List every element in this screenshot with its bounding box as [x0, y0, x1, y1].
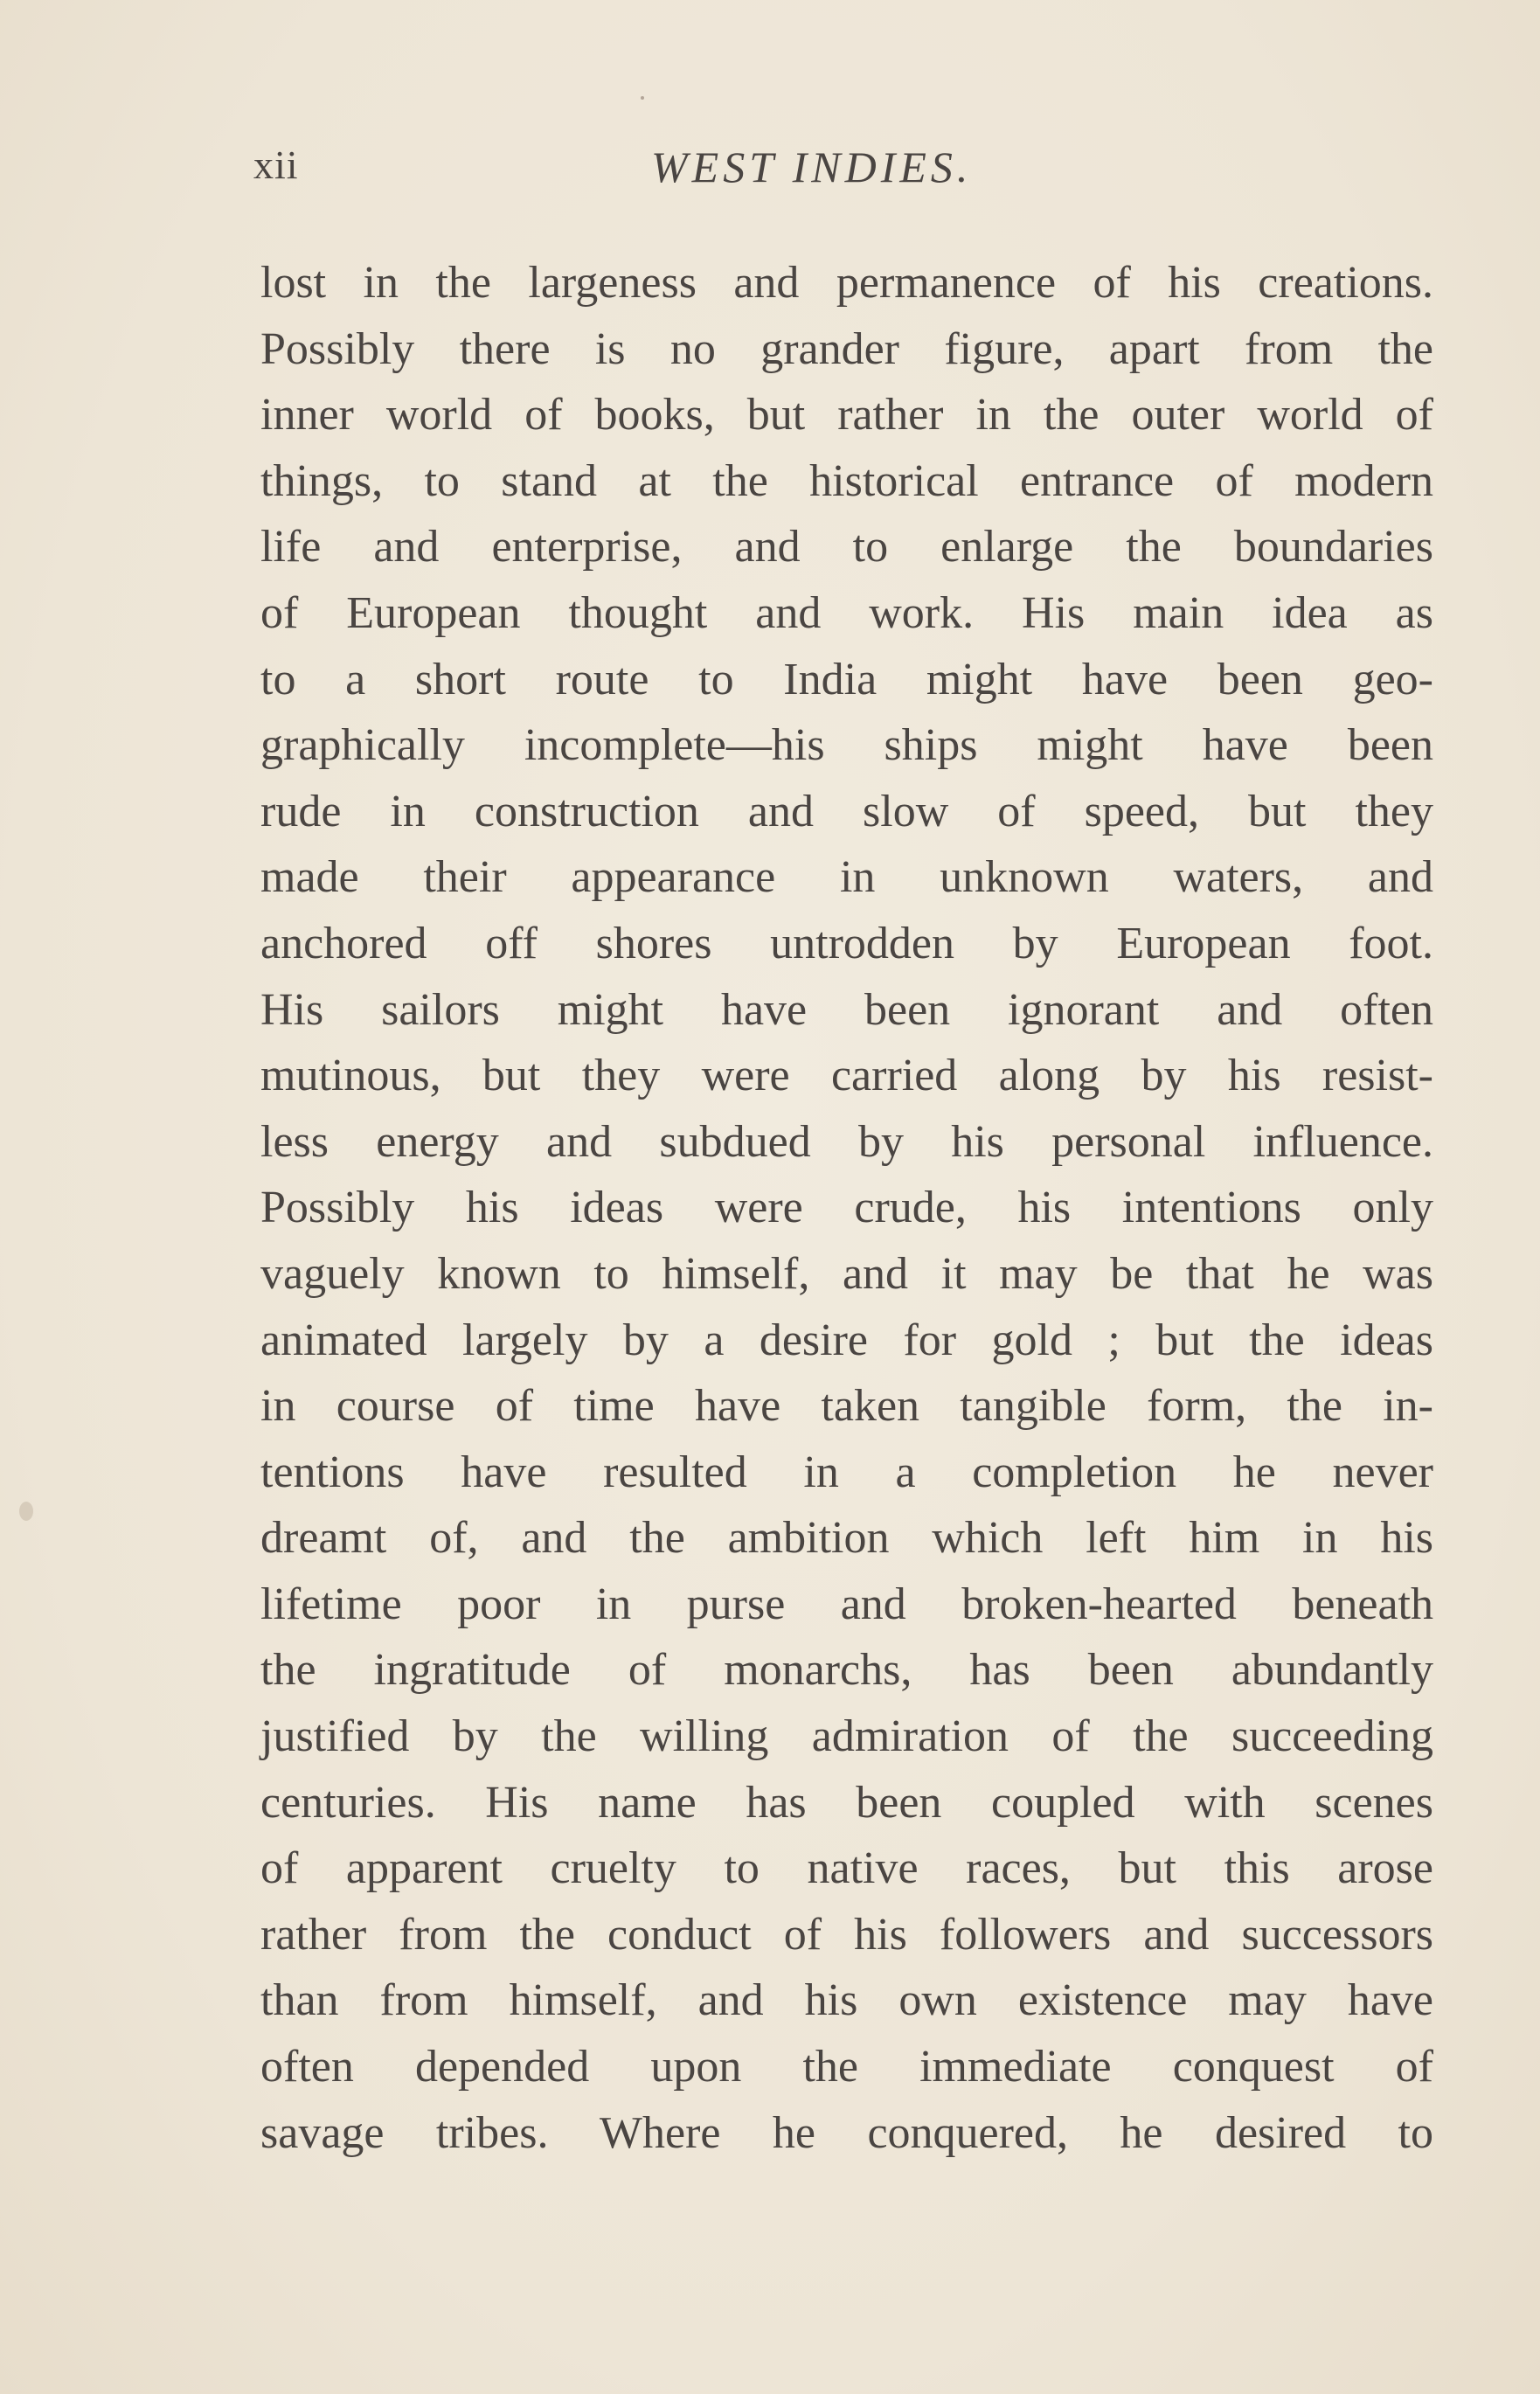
text-line: to a short route to India might have been geo-: [260, 654, 1433, 704]
text-line: Possibly his ideas were crude, his intentions only: [260, 1183, 1433, 1233]
text-line: animated largely by a desire for gold ; but the ideas: [260, 1315, 1433, 1365]
text-line: Possibly there is no grander figure, apart from the: [260, 323, 1433, 374]
text-line: rude in construction and slow of speed, but they: [260, 786, 1433, 836]
text-line: dreamt of, and the ambition which left him in his: [260, 1513, 1433, 1564]
text-line: vaguely known to himself, and it may be that he was: [260, 1248, 1433, 1299]
text-line: in course of time have taken tangible form, the in-: [260, 1381, 1433, 1432]
text-line: mutinous, but they were carried along by his resist-: [260, 1051, 1433, 1101]
text-line: often depended upon the immediate conquest of: [260, 2042, 1433, 2092]
running-head: WEST INDIES.: [651, 142, 973, 191]
page-header: [253, 142, 1433, 203]
page-number: xii: [253, 142, 299, 187]
ink-speck: [641, 96, 644, 100]
text-line: things, to stand at the historical entrance of modern: [260, 455, 1433, 506]
text-line: centuries. His name has been coupled with scenes: [260, 1777, 1433, 1828]
text-line: lost in the largeness and permanence of his creations.: [260, 258, 1433, 308]
text-line: lifetime poor in purse and broken-hearted beneath: [260, 1579, 1433, 1629]
text-line: of European thought and work. His main idea as: [260, 587, 1433, 638]
text-line: the ingratitude of monarchs, has been abundantly: [260, 1645, 1433, 1696]
text-line: tentions have resulted in a completion he never: [260, 1447, 1433, 1497]
text-line: savage tribes. Where he conquered, he desired to: [260, 2107, 1433, 2158]
text-line: rather from the conduct of his followers and successors: [260, 1909, 1433, 1960]
text-line: anchored off shores untrodden by European foot.: [260, 918, 1433, 968]
text-line: than from himself, and his own existence may have: [260, 1975, 1433, 2026]
text-line: of apparent cruelty to native races, but this arose: [260, 1843, 1433, 1894]
text-line: justified by the willing admiration of the succeeding: [260, 1711, 1433, 1762]
text-line: made their appearance in unknown waters, and: [260, 852, 1433, 903]
body-text: [260, 250, 1433, 2166]
text-line: graphically incomplete—his ships might have been: [260, 720, 1433, 771]
text-line: inner world of books, but rather in the outer world of: [260, 390, 1433, 441]
text-line: His sailors might have been ignorant and often: [260, 984, 1433, 1035]
page-smudge: [19, 1502, 33, 1521]
text-line: life and enterprise, and to enlarge the boundaries: [260, 522, 1433, 572]
text-line: less energy and subdued by his personal influence.: [260, 1116, 1433, 1167]
